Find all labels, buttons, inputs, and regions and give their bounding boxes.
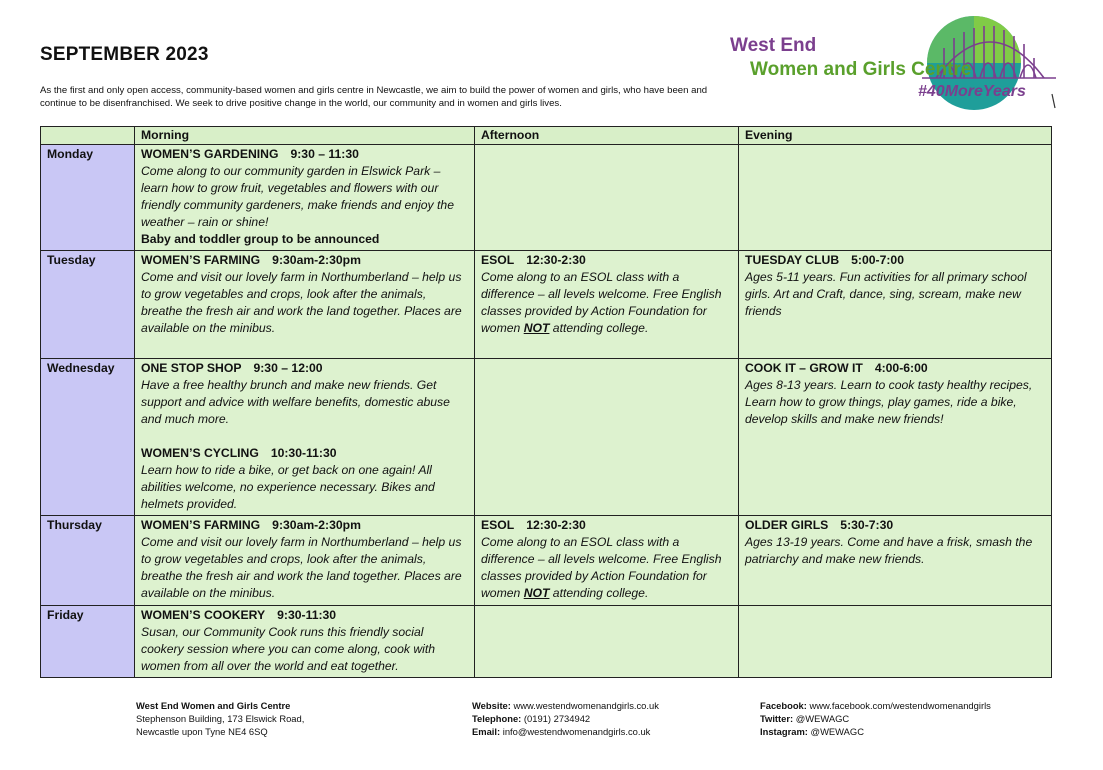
afternoon-cell xyxy=(475,359,739,516)
activity-entry xyxy=(745,252,1045,320)
activity-time: 5:30-7:30 xyxy=(840,518,894,532)
day-label: Thursday xyxy=(41,516,135,606)
activity-entry xyxy=(745,360,1045,428)
activity-description-text: Come along to an ESOL class with a difference – all levels welcome. Free English classes provided by Action Foundation for women xyxy=(481,270,722,335)
activity-time: 12:30-2:30 xyxy=(526,518,586,532)
footer-telephone-label: Telephone: xyxy=(472,713,522,724)
activity-description: Come and visit our lovely farm in Northumberland – help us to grow vegetables and crops, look after the animals, breathe the fresh air and work the land together. Places are available on the minibus. xyxy=(141,270,462,335)
activity-time: 9:30am-2:30pm xyxy=(272,518,361,532)
afternoon-cell xyxy=(475,145,739,251)
activity-entry xyxy=(141,252,468,337)
evening-cell xyxy=(739,359,1052,516)
afternoon-cell xyxy=(475,251,739,359)
activity-title: ESOL xyxy=(481,253,515,267)
centre-logo xyxy=(722,8,1058,112)
activity-description-emphasis: NOT xyxy=(523,321,550,335)
activity-entry xyxy=(481,517,732,602)
schedule-body xyxy=(41,145,1052,678)
activity-time: 10:30-11:30 xyxy=(270,446,337,460)
footer-twitter-handle[interactable]: @WEWAGC xyxy=(795,713,850,724)
footer-address-line-2: Newcastle upon Tyne NE4 6SQ xyxy=(136,726,268,737)
activity-title: TUESDAY CLUB xyxy=(745,253,840,267)
footer-email-link[interactable]: info@westendwomenandgirls.co.uk xyxy=(502,726,651,737)
activity-time: 9:30 – 12:00 xyxy=(253,361,323,375)
footer-telephone: (0191) 2734942 xyxy=(523,713,591,724)
activity-time: 12:30-2:30 xyxy=(526,253,586,267)
schedule-row-friday xyxy=(41,606,1052,678)
activity-title: WOMEN’S COOKERY xyxy=(141,608,266,622)
activity-time: 4:00-6:00 xyxy=(874,361,928,375)
schedule-header-row xyxy=(41,127,1052,145)
activity-title: WOMEN’S FARMING xyxy=(141,253,261,267)
activity-description-text: Come along to an ESOL class with a difference – all levels welcome. Free English classes provided by Action Foundation for women xyxy=(481,535,722,600)
activity-description: Susan, our Community Cook runs this friendly social cookery session where you can come along, cook with women from all over the world and eat together. xyxy=(141,625,436,673)
activity-description: Ages 13-19 years. Come and have a frisk, smash the patriarchy and make new friends. xyxy=(745,535,1033,566)
evening-cell xyxy=(739,516,1052,606)
logo-text-centre-name: Women and Girls Centre xyxy=(750,59,972,80)
activity-title: WOMEN’S CYCLING xyxy=(141,446,259,460)
activity-description-text: attending college. xyxy=(549,586,649,600)
activity-title: WOMEN’S FARMING xyxy=(141,518,261,532)
activity-description: Have a free healthy brunch and make new friends. Get support and advice with welfare benefits, domestic abuse and much more. xyxy=(141,378,450,426)
day-label: Wednesday xyxy=(41,359,135,516)
footer-org-name: West End Women and Girls Centre xyxy=(136,700,291,711)
activity-description: Learn how to ride a bike, or get back on one again! All abilities welcome, no experience necessary. Bikes and helmets provided. xyxy=(141,463,435,511)
activity-time: 9:30-11:30 xyxy=(277,608,337,622)
activity-description: Come along to our community garden in Elswick Park – learn how to grow fruit, vegetables and flowers with our friendly community gardeners, make friends and enjoy the weather – rain or shine! xyxy=(141,164,454,229)
morning-cell xyxy=(135,251,475,359)
footer-facebook-label: Facebook: xyxy=(760,700,807,711)
activity-entry xyxy=(141,146,468,248)
activity-title: COOK IT – GROW IT xyxy=(745,361,863,375)
footer-social-block xyxy=(760,699,991,738)
logo-hashtag: #40MoreYears xyxy=(918,83,1026,100)
activity-title: OLDER GIRLS xyxy=(745,518,829,532)
day-label: Tuesday xyxy=(41,251,135,359)
footer-instagram-label: Instagram: xyxy=(760,726,808,737)
activity-description-emphasis: NOT xyxy=(523,586,550,600)
schedule-row-thursday xyxy=(41,516,1052,606)
activity-time: 9:30 – 11:30 xyxy=(290,147,359,161)
footer-address-block xyxy=(136,699,304,738)
morning-cell xyxy=(135,516,475,606)
schedule-row-monday xyxy=(41,145,1052,251)
activity-title: ONE STOP SHOP xyxy=(141,361,242,375)
activity-entry xyxy=(141,607,468,675)
activity-entry xyxy=(481,252,732,337)
activity-entry xyxy=(141,517,468,602)
activity-title: ESOL xyxy=(481,518,515,532)
evening-cell xyxy=(739,251,1052,359)
schedule-row-wednesday xyxy=(41,359,1052,516)
footer-contact-block xyxy=(472,699,659,738)
intro-text: As the first and only open access, community-based women and girls centre in Newcastle, we aim to build the power of women and girls, who have been and continue to be disenfranchised. We seek to drive positive change in the world, our community and in women and girls lives. xyxy=(40,85,708,109)
activity-description xyxy=(481,534,732,602)
evening-cell xyxy=(739,606,1052,678)
evening-cell xyxy=(739,145,1052,251)
column-header-morning: Morning xyxy=(135,127,475,145)
activity-time: 9:30am-2:30pm xyxy=(272,253,361,267)
header-corner-cell xyxy=(41,127,135,145)
footer-facebook-link[interactable]: www.facebook.com/westendwomenandgirls xyxy=(809,700,991,711)
footer-website-link[interactable]: www.westendwomenandgirls.co.uk xyxy=(513,700,659,711)
activity-description-text: attending college. xyxy=(549,321,649,335)
afternoon-cell xyxy=(475,606,739,678)
logo-lime-segment xyxy=(927,16,974,63)
day-label: Friday xyxy=(41,606,135,678)
footer-website-label: Website: xyxy=(472,700,511,711)
activity-description: Come and visit our lovely farm in Northumberland – help us to grow vegetables and crops, look after the animals, breathe the fresh air and work the land together. Places are available on the minibus. xyxy=(141,535,462,600)
column-header-afternoon: Afternoon xyxy=(475,127,739,145)
morning-cell xyxy=(135,145,475,251)
footer-instagram-handle[interactable]: @WEWAGC xyxy=(810,726,864,737)
logo-tick-mark xyxy=(1052,94,1055,108)
morning-cell xyxy=(135,606,475,678)
schedule-row-tuesday xyxy=(41,251,1052,359)
footer-email-label: Email: xyxy=(472,726,501,737)
activity-entry xyxy=(141,445,468,513)
activity-entry xyxy=(745,517,1045,568)
activity-spacer xyxy=(141,428,468,445)
activity-time: 5:00-7:00 xyxy=(851,253,904,267)
footer-twitter-label: Twitter: xyxy=(760,713,794,724)
activity-note: Baby and toddler group to be announced xyxy=(141,232,380,246)
activity-description xyxy=(481,269,732,337)
afternoon-cell xyxy=(475,516,739,606)
page-title: SEPTEMBER 2023 xyxy=(40,44,209,65)
activity-description: Ages 8-13 years. Learn to cook tasty healthy recipes, Learn how to grow things, play games, ride a bike, develop skills and make new friends! xyxy=(745,378,1033,426)
activity-title: WOMEN’S GARDENING xyxy=(141,147,279,161)
weekly-schedule-table xyxy=(40,126,1052,678)
column-header-evening: Evening xyxy=(739,127,1052,145)
footer-address-line-1: Stephenson Building, 173 Elswick Road, xyxy=(136,713,305,724)
morning-cell xyxy=(135,359,475,516)
logo-text-west-end: West End xyxy=(730,35,817,56)
activity-entry xyxy=(141,360,468,428)
activity-description: Ages 5-11 years. Fun activities for all primary school girls. Art and Craft, dance, sing, scream, make new friends xyxy=(745,270,1027,318)
day-label: Monday xyxy=(41,145,135,251)
